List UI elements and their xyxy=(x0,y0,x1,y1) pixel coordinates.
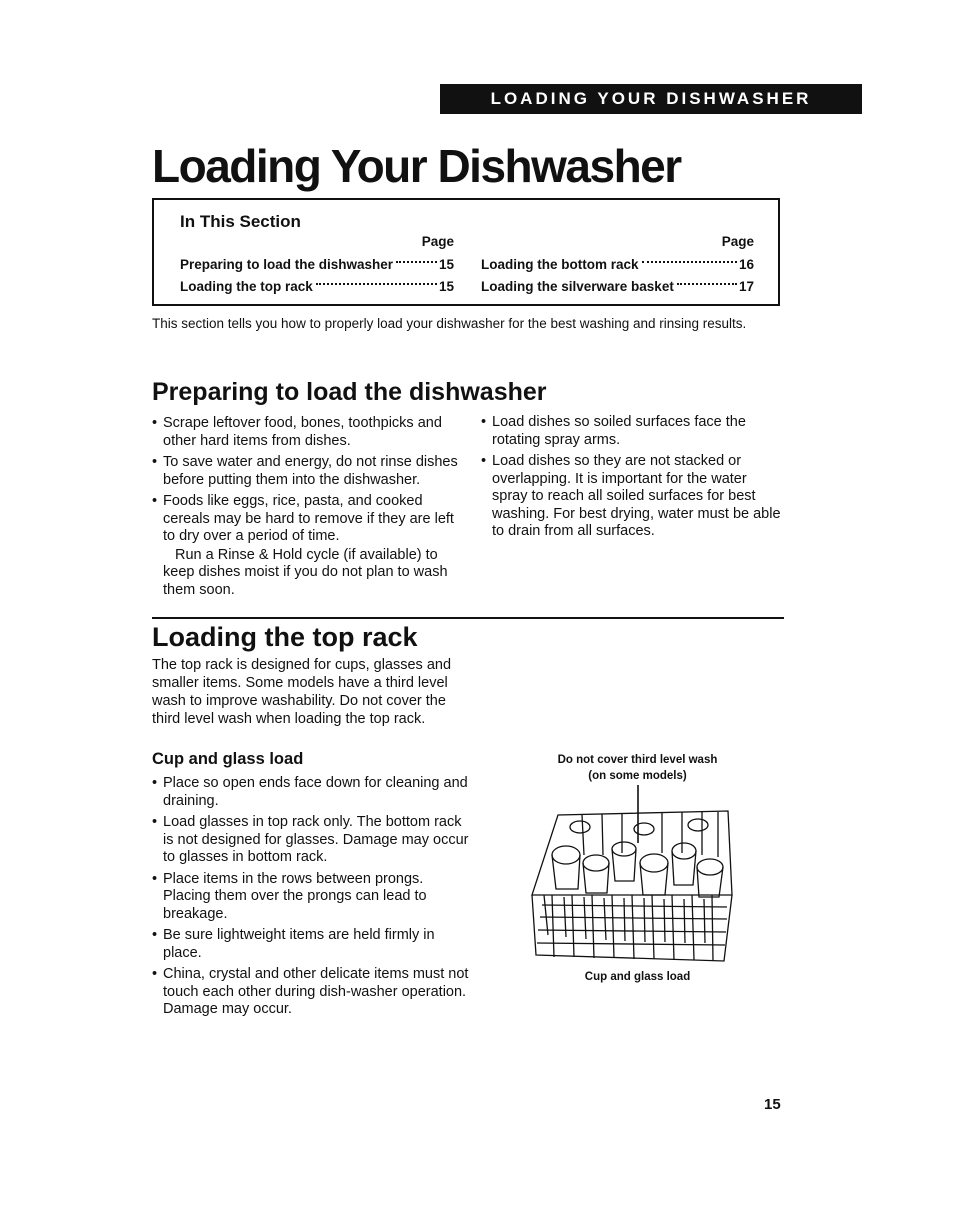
toc-entry-label: Loading the top rack xyxy=(180,278,313,294)
toc-page-label: Page xyxy=(721,234,754,249)
toc-entry-page: 15 xyxy=(438,278,454,294)
toc-column-left xyxy=(180,234,454,297)
preparing-heading: Preparing to load the dishwasher xyxy=(152,378,547,406)
toc-entry-label: Preparing to load the dishwasher xyxy=(180,256,394,272)
section-banner: LOADING YOUR DISHWASHER xyxy=(440,84,862,114)
toc-entry[interactable] xyxy=(180,253,454,275)
list-item: • Be sure lightweight items are held firmly in place. xyxy=(152,927,472,962)
toc-entry-page: 16 xyxy=(738,256,754,272)
preparing-right-column xyxy=(481,414,781,545)
figure-callout xyxy=(510,752,765,784)
list-item: • China, crystal and other delicate items must not touch each other during dish-washer operation. Damage may occur. xyxy=(152,966,472,1019)
toc-heading: In This Section xyxy=(180,212,301,231)
toc-page-label: Page xyxy=(421,234,454,249)
toc-entry[interactable] xyxy=(481,275,754,297)
preparing-left-column xyxy=(152,415,462,603)
top-rack-heading: Loading the top rack xyxy=(152,622,418,652)
list-item: • Scrape leftover food, bones, toothpicks and other hard items from dishes. xyxy=(152,415,462,450)
toc-entry[interactable] xyxy=(481,253,754,275)
list-item: • Load dishes so soiled surfaces face the rotating spray arms. xyxy=(481,414,781,449)
toc-entry-label: Loading the bottom rack xyxy=(481,256,639,272)
list-item: • Load dishes so they are not stacked or overlapping. It is important for the water spray to reach all soiled surfaces for best washing. For best drying, water must be able to drain from all surfaces. xyxy=(481,453,781,541)
toc-column-right xyxy=(481,234,754,297)
page-title: Loading Your Dishwasher xyxy=(152,140,681,192)
top-rack-intro: The top rack is designed for cups, glasses and smaller items. Some models have a third level wash to improve washability. Do not cover the third level wash when loading the top rack. xyxy=(152,657,452,727)
cup-glass-heading: Cup and glass load xyxy=(152,750,304,768)
toc-entry-page: 17 xyxy=(738,278,754,294)
figure-caption: Cup and glass load xyxy=(584,971,691,983)
section-intro: This section tells you how to properly load your dishwasher for the best washing and rinsing results. xyxy=(152,316,747,331)
in-this-section-box xyxy=(152,198,780,306)
list-item: • Load glasses in top rack only. The bottom rack is not designed for glasses. Damage may occur to glasses in bottom rack. xyxy=(152,814,472,867)
list-item: • To save water and energy, do not rinse dishes before putting them into the dishwasher. xyxy=(152,454,462,489)
top-rack-illustration xyxy=(522,785,734,965)
list-item: • Place items in the rows between prongs. Placing them over the prongs can lead to breakage. xyxy=(152,871,472,924)
section-divider xyxy=(152,617,784,619)
callout-line: Do not cover third level wash xyxy=(557,754,718,766)
list-item xyxy=(152,493,462,599)
toc-entry[interactable] xyxy=(180,275,454,297)
toc-entry-label: Loading the silverware basket xyxy=(481,278,674,294)
rinse-hold-note: Run a Rinse & Hold cycle (if available) to keep dishes moist if you do not plan to wash them soon. xyxy=(163,546,448,598)
toc-entry-page: 15 xyxy=(438,256,454,272)
cup-glass-list xyxy=(152,775,472,1023)
page-number: 15 xyxy=(764,1096,781,1113)
list-item: • Place so open ends face down for cleaning and draining. xyxy=(152,775,472,810)
callout-line: (on some models) xyxy=(588,770,687,782)
list-item-text: Foods like eggs, rice, pasta, and cooked cereals may be hard to remove if they are left to dry over a period of time. xyxy=(163,493,454,544)
